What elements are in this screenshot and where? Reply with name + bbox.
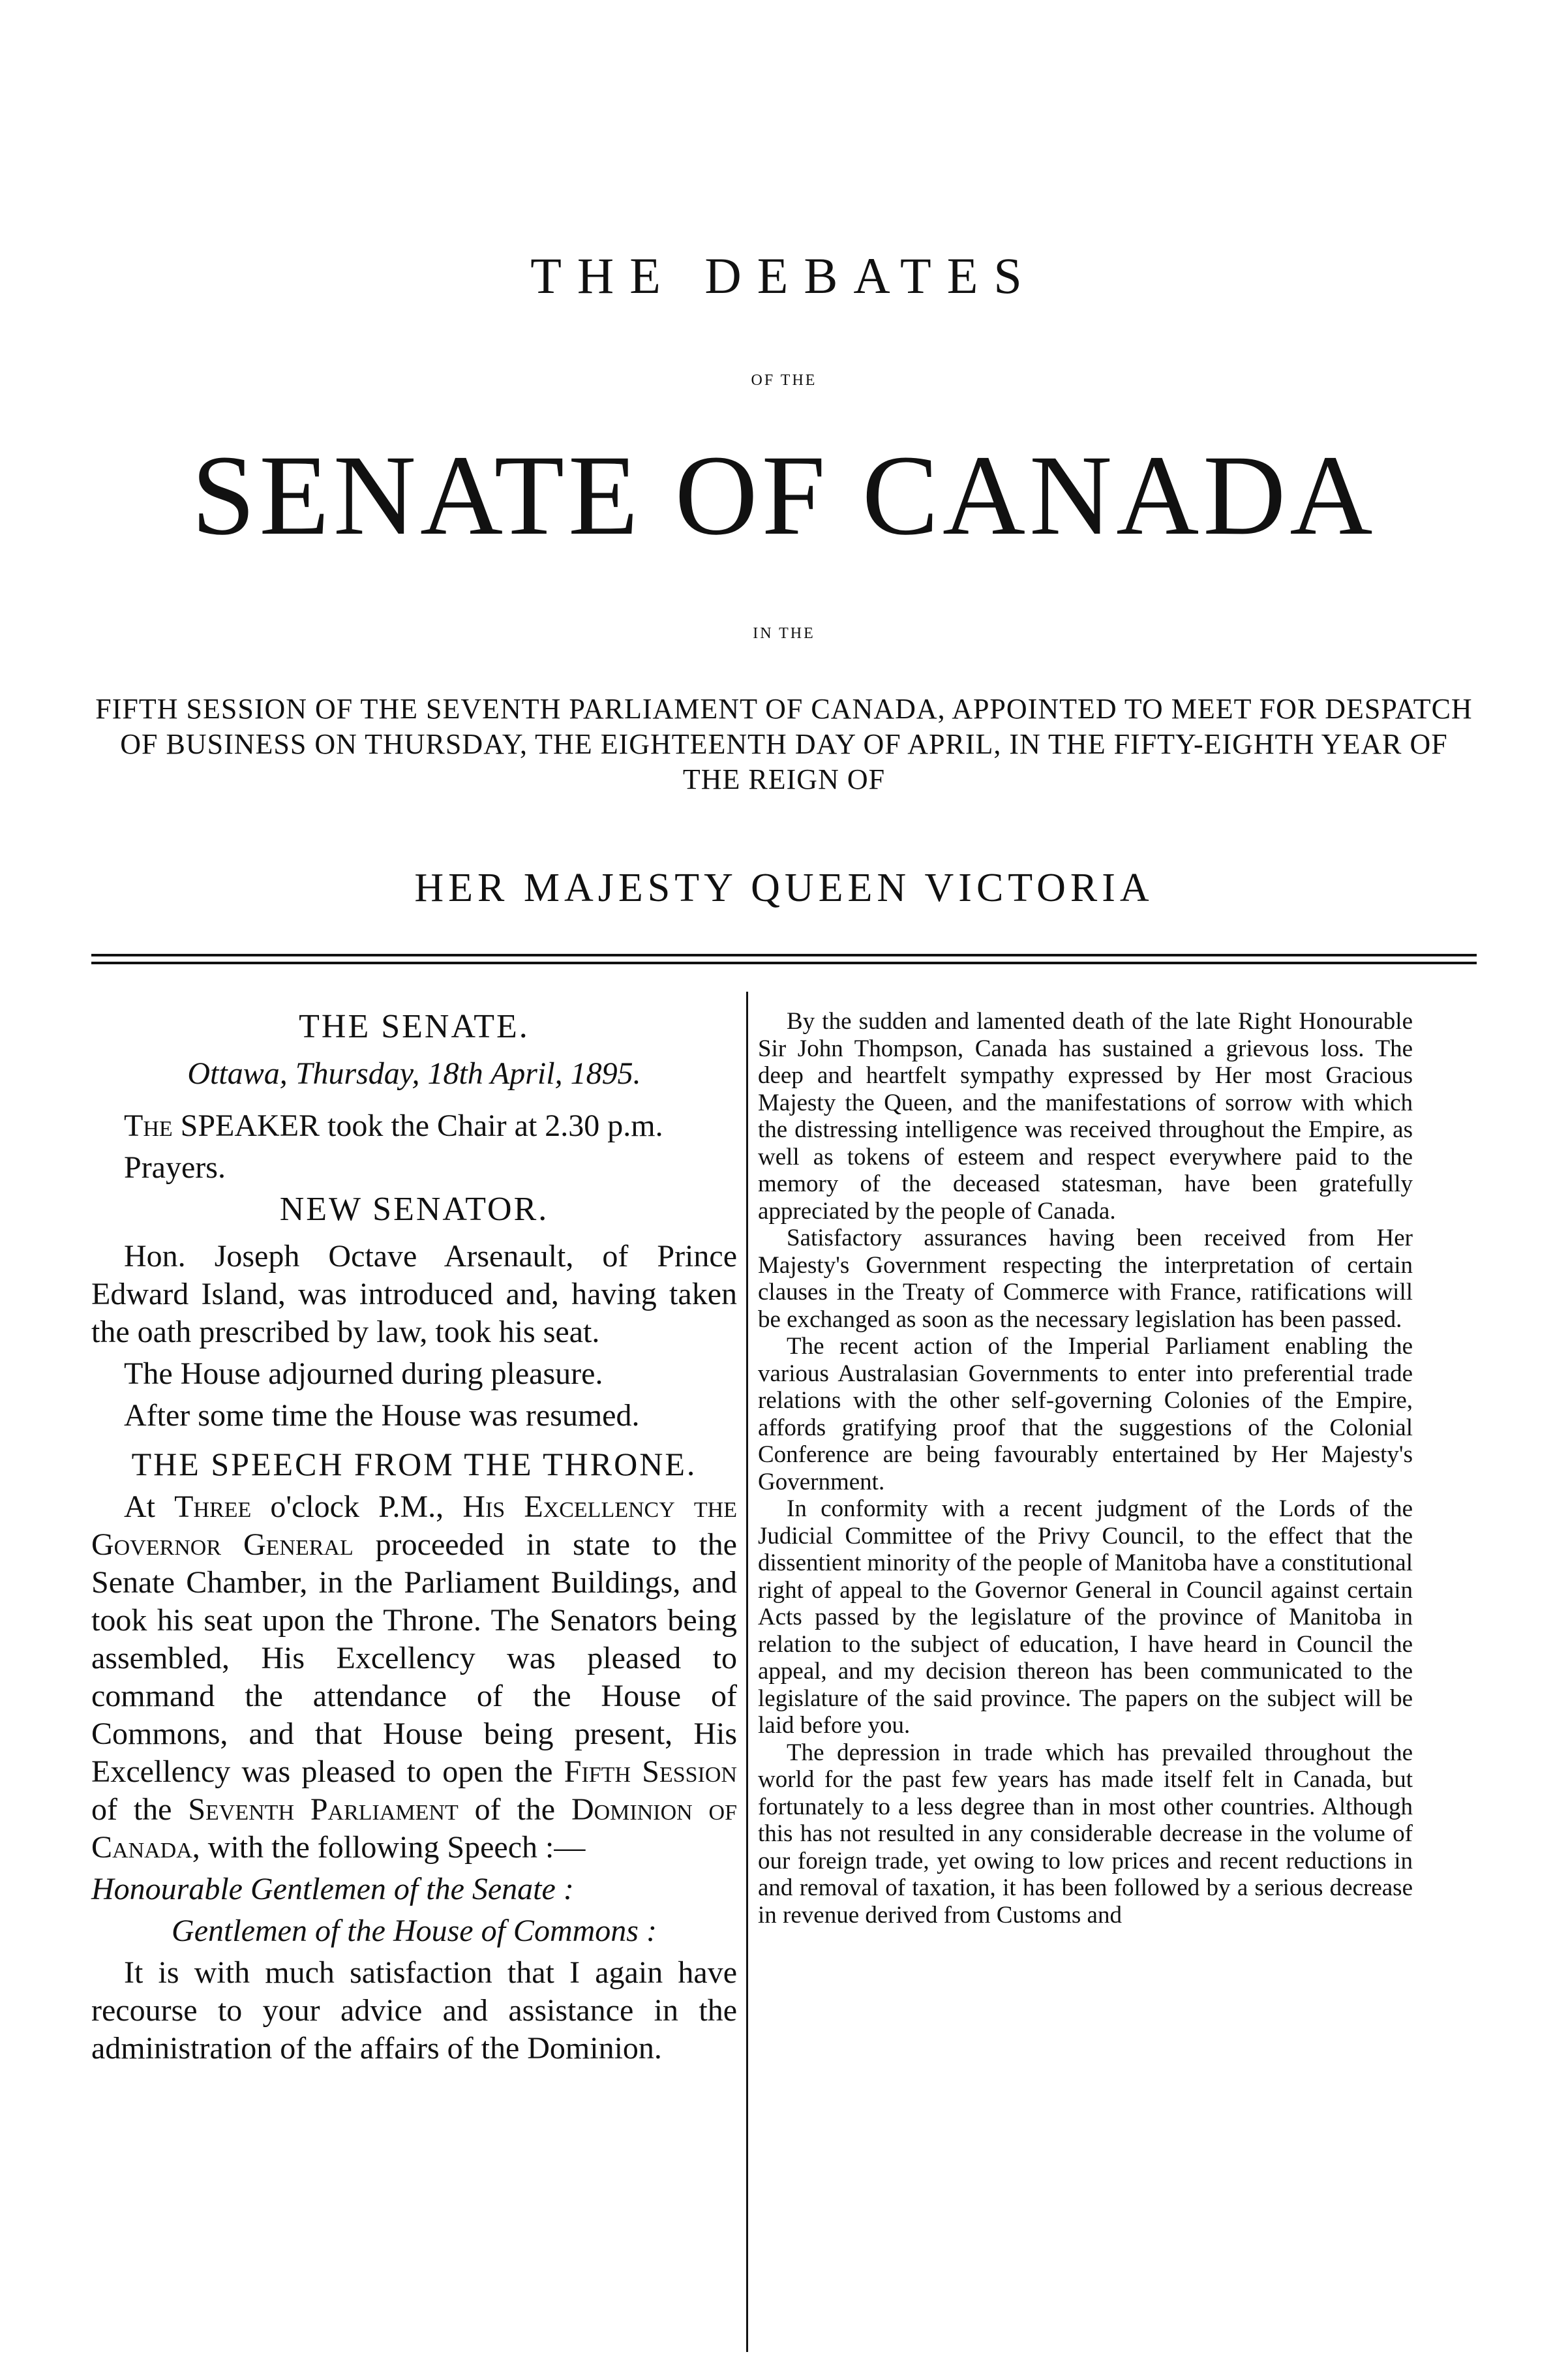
- paragraph-thompson-death: By the sudden and lamented death of the late Right Honourable Sir John Thompson, Canada has sustained a grievous loss. The deep and heartfelt sympathy expressed by Her most Gracious Majesty the Queen, and the manifestations of sorrow with which the distressing intelligence was received throughout the Empire, as well as tokens of esteem and respect everywhere paid to the memory of the deceased statesman, have been gratefully appreciated by the people of Canada.: [758, 1008, 1413, 1225]
- speech-text-2: o'clock P.M.,: [251, 1489, 463, 1524]
- session-description: FIFTH SESSION OF THE SEVENTH PARLIAMENT OF CANADA, APPOINTED TO MEET FOR DESPATCH OF BUSINESS ON THURSDAY, THE EIGHTEENTH DAY OF APRIL, IN THE FIFTY-EIGHTH YEAR OF THE REIGN OF: [95, 693, 1473, 795]
- salutation-commons: Gentlemen of the House of Commons :: [172, 1914, 657, 1948]
- speech-opening-paragraph: It is with much satisfaction that I again have recourse to your advice and assistance in the administration of the affairs of the Dominion.: [91, 1955, 737, 2066]
- new-senator-paragraph: Hon. Joseph Octave Arsenault, of Prince Edward Island, was introduced and, having taken the oath prescribed by law, took his seat.: [91, 1239, 737, 1349]
- subtitle-in-the: IN THE: [753, 625, 815, 642]
- speech-text-4: of the: [91, 1792, 188, 1827]
- speech-text-1: At: [124, 1489, 175, 1524]
- speech-sc-2: His Excellency the Governor General: [91, 1489, 737, 1562]
- paragraph-treaty-france: Satisfactory assurances having been received from Her Majesty's Government respecting the interpretation of certain clauses in the Treaty of Commerce with France, ratifications will be exchanged as soon as the necessary legislation has been passed.: [758, 1225, 1413, 1333]
- title-senate-of-canada: SENATE OF CANADA: [191, 432, 1377, 559]
- heading-new-senator: NEW SENATOR.: [279, 1191, 549, 1228]
- speech-sc-4: Seventh Parliament: [188, 1792, 459, 1827]
- speaker-paragraph: [91, 1107, 737, 1145]
- prayers: Prayers.: [124, 1150, 226, 1185]
- heading-speech-from-throne: THE SPEECH FROM THE THRONE.: [131, 1446, 697, 1482]
- speaker-the: The: [124, 1108, 173, 1143]
- speech-text-5: of the: [458, 1792, 571, 1827]
- heading-the-senate: THE SENATE.: [299, 1008, 530, 1045]
- speech-sc-3: Fifth Session: [564, 1754, 737, 1789]
- speech-intro-paragraph: [91, 1488, 737, 1867]
- paragraph-imperial-parliament: The recent action of the Imperial Parliament enabling the various Australasian Governments to enter into preferential trade relations with the other self-governing Colonies of the Empire, affords gratifying proof that the suggestions of the Colonial Conference are being favourably entertained by Her Majesty's Government.: [758, 1333, 1413, 1495]
- resumed-paragraph: After some time the House was resumed.: [124, 1398, 640, 1433]
- speech-text-6: , with the following Speech :—: [192, 1830, 586, 1865]
- reign-line: HER MAJESTY QUEEN VICTORIA: [414, 866, 1154, 910]
- salutation-senate: Honourable Gentlemen of the Senate :: [91, 1872, 574, 1906]
- title-the-debates: THE DEBATES: [530, 247, 1038, 304]
- column-divider: [746, 992, 748, 2352]
- speaker-text: SPEAKER took the Chair at 2.30 p.m.: [172, 1108, 663, 1143]
- left-column: [91, 1008, 737, 2071]
- speech-sc-1: Three: [174, 1489, 252, 1524]
- speech-text-3: proceeded in state to the Senate Chamber, in the Parliament Buildings, and took his seat upon the Throne. The Senators being assembled, His Excellency was pleased to command the attendance of the House of Commons, and that House being present, His Excellency was pleased to open the: [91, 1527, 737, 1789]
- adjourned-paragraph: The House adjourned during pleasure.: [124, 1356, 603, 1391]
- dateline: Ottawa, Thursday, 18th April, 1895.: [187, 1056, 641, 1091]
- paragraph-trade-depression: The depression in trade which has prevailed throughout the world for the past few years has made itself felt in Canada, but fortunately to a less degree than in most other countries. Although this has not resulted in any considerable decrease in the volume of our foreign trade, yet owing to low prices and recent reductions in and removal of taxation, it has been followed by a serious decrease in revenue derived from Customs and: [758, 1739, 1413, 1929]
- subtitle-of-the: OF THE: [751, 372, 817, 389]
- paragraph-manitoba-appeal: In conformity with a recent judgment of the Lords of the Judicial Committee of the Privy Council, to the effect that the dissentient minority of the people of Manitoba have a constitutional right of appeal to the Governor General in Council against certain Acts passed by the legislature of the province of Manitoba in relation to the subject of education, I have heard in Council the appeal, and my decision thereon has been communicated to the legislature of the said province. The papers on the subject will be laid before you.: [758, 1495, 1413, 1739]
- right-column: [758, 1008, 1413, 1929]
- header-rule-bottom: [91, 962, 1477, 964]
- speech-sc-5: Dominion of Canada: [91, 1792, 738, 1865]
- header-rule-top: [91, 954, 1477, 956]
